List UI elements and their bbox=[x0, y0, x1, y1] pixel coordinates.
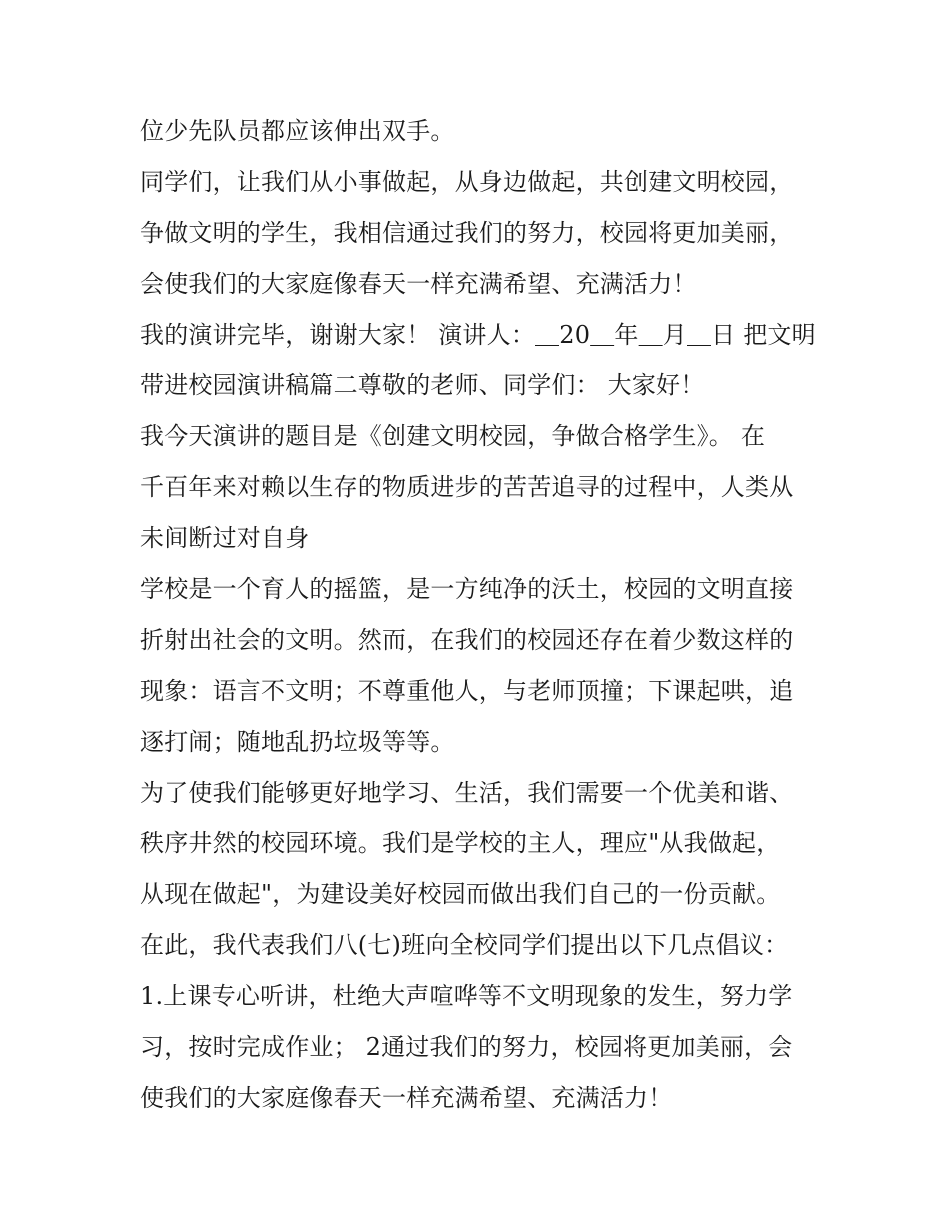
text-line: 学校是一个育人的摇篮，是一方纯净的沃土，校园的文明直接 bbox=[140, 575, 794, 604]
text-line: 位少先队员都应该伸出双手。 bbox=[140, 117, 455, 145]
text-line: 秩序井然的校园环境。我们是学校的主人，理应"从我做起， bbox=[140, 829, 781, 858]
text-line: 同学们，让我们从小事做起，从身边做起，共创建文明校园， bbox=[140, 167, 794, 196]
text-line: 逐打闹；随地乱扔垃圾等等。 bbox=[140, 727, 455, 756]
document-body bbox=[140, 106, 830, 1124]
text-line: 未间断过对自身 bbox=[140, 524, 310, 553]
text-line: 从现在做起"，为建设美好校园而做出我们自己的一份贡献。 bbox=[140, 880, 781, 909]
text-line: 1.上课专心听讲，杜绝大声喧哗等不文明现象的发生，努力学 bbox=[140, 982, 793, 1011]
text-line: 现象：语言不文明；不尊重他人，与老师顶撞；下课起哄，追 bbox=[140, 676, 794, 705]
text-line: 千百年来对赖以生存的物质进步的苦苦追寻的过程中，人类从 bbox=[140, 473, 794, 502]
text-line: 我今天演讲的题目是《创建文明校园，争做合格学生》。 在 bbox=[140, 422, 766, 451]
text-line: 带进校园演讲稿篇二尊敬的老师、同学们： 大家好！ bbox=[140, 371, 705, 400]
text-line: 折射出社会的文明。然而，在我们的校园还存在着少数这样的 bbox=[140, 625, 794, 654]
text-line: 会使我们的大家庭像春天一样充满希望、充满活力！ bbox=[140, 269, 697, 298]
text-line: 使我们的大家庭像春天一样充满希望、充满活力！ bbox=[140, 1083, 673, 1112]
text-line: 我的演讲完毕，谢谢大家！ 演讲人：＿20＿年＿月＿日 把文明 bbox=[140, 320, 816, 349]
text-line: 争做文明的学生，我相信通过我们的努力，校园将更加美丽， bbox=[140, 218, 794, 247]
text-line: 在此，我代表我们八(七)班向全校同学们提出以下几点倡议： bbox=[140, 931, 789, 960]
text-line: 习，按时完成作业； 2通过我们的努力，校园将更加美丽，会 bbox=[140, 1033, 793, 1062]
text-line: 为了使我们能够更好地学习、生活，我们需要一个优美和谐、 bbox=[140, 778, 794, 807]
